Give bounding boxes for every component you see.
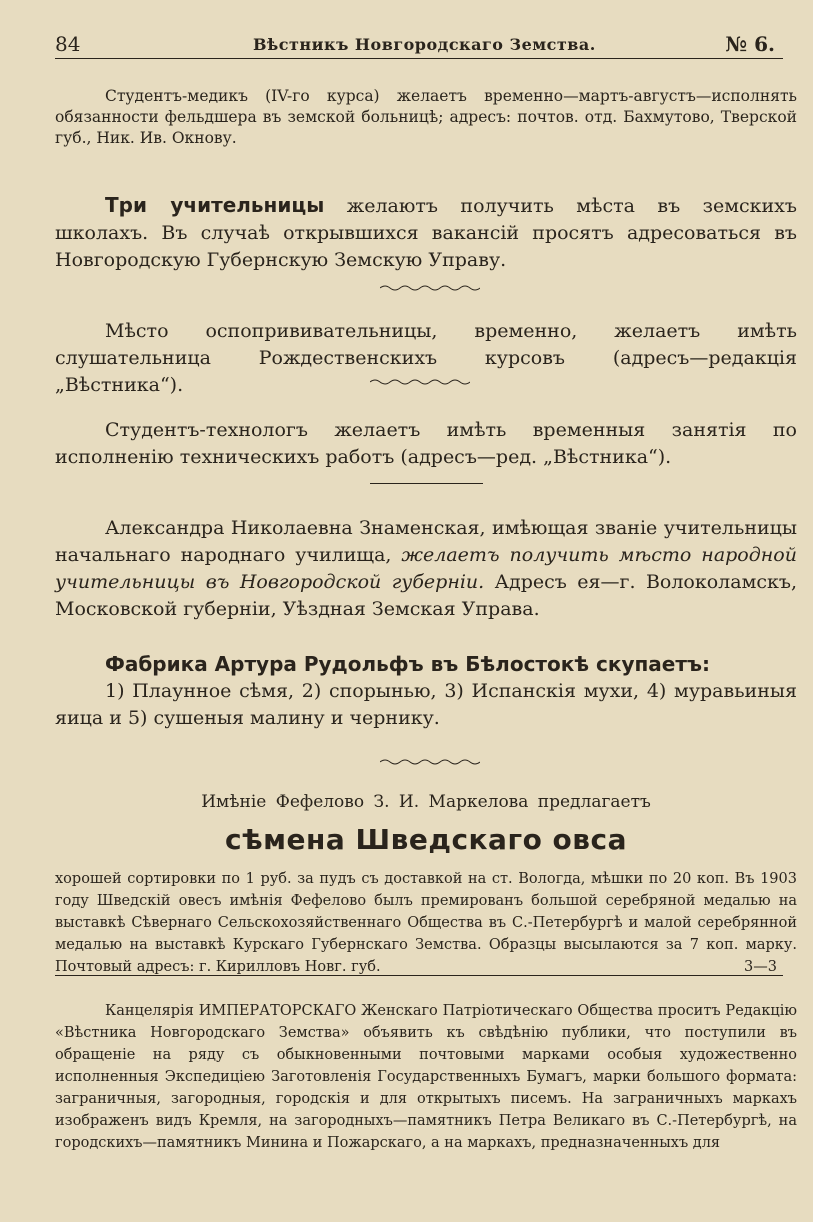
ad-rudolph-factory	[55, 650, 797, 732]
issue-number: № 6.	[725, 32, 775, 56]
page-number: 84	[55, 32, 81, 56]
ornamental-divider	[370, 378, 470, 388]
header-rule	[55, 58, 783, 59]
ad-fefelovo-text	[55, 868, 797, 978]
ad-znamenskaya-italic: желаетъ получить мѣсто народной учительницы въ Новгородской губерніи.	[55, 544, 797, 593]
ad-patriotic-text: Канцелярія ИМПЕРАТОРСКАГО Женскаго Патріотическаго Общества проситъ Редакцію «Вѣстника Новгородскаго Земства» объявить къ свѣдѣнію публики, что поступили въ обращеніе на ряду съ обыкновенными почтовыми марками особыя художественно исполненныя Экспедиціею Заготовленія Государственныхъ Бумагъ, марки большого формата: заграничныя, загородныя, городскія и для открытыхъ писемъ. На заграничныхъ маркахъ изображенъ видъ Кремля, на загородныхъ—памятникъ Петра Великаго въ С.-Петербургѣ, на городскихъ—памятникъ Минина и Пожарскаго, а на маркахъ, предназначенныхъ для	[55, 1003, 797, 1151]
ad-vaccinator-text: Мѣсто оспопрививательницы, временно, желаетъ имѣть слушательница Рождественскихъ курсовъ (адресъ—редакція „Вѣстника“).	[55, 320, 797, 396]
section-rule	[55, 975, 783, 976]
ad-znamenskaya	[55, 515, 797, 623]
ad-znamenskaya-text	[55, 515, 797, 623]
ad-teachers-body: желаютъ получить мѣста въ земскихъ школахъ. Въ случаѣ открывшихся вакансій просятъ адресоваться въ Новгородскую Губернскую Земскую Управу.	[55, 195, 797, 271]
ad-fefelovo-body: хорошей сортировки по 1 руб. за пудъ съ доставкой на ст. Вологда, мѣшки по 20 коп. Въ 1903 году Шведскій овесъ имѣнія Фефелово былъ премированъ большой серебряной медалью на выставкѣ Сѣвернаго Сельскохозяйственнаго Общества въ С.-Петербургѣ и малой серебрянной медалью на выставкѣ Курскаго Губернскаго Земства. Образцы высылаются за 7 коп. марку. Почтовый адресъ: г. Кирилловъ Новг. губ.	[55, 871, 797, 975]
ornamental-divider	[380, 758, 480, 768]
ad-patriotic-society	[55, 1000, 797, 1154]
short-rule	[370, 483, 483, 484]
ad-teachers	[55, 192, 797, 274]
ad-fefelovo-headline: сѣмена Шведскаго овса	[224, 823, 628, 856]
ad-student-medic	[55, 86, 797, 149]
ad-technologist	[55, 417, 797, 471]
ad-teachers-lead: Три учительницы	[105, 193, 325, 217]
ad-technologist-text: Студентъ-технологъ желаетъ имѣть временныя занятія по исполненію техническихъ работъ (адресъ—ред. „Вѣстника“).	[55, 419, 797, 468]
page-header	[55, 30, 783, 60]
ad-rudolph-text: 1) Плаунное сѣмя, 2) спорынью, 3) Испанскія мухи, 4) муравьиныя яица и 5) сушеныя малину и чернику.	[55, 680, 797, 729]
ornamental-divider	[380, 284, 480, 294]
ad-fefelovo-oats	[55, 790, 797, 978]
ad-fefelovo-intro: Имѣніе Фефелово З. И. Маркелова предлагаетъ	[201, 792, 651, 812]
ad-teachers-text	[55, 192, 797, 274]
ad-znamenskaya-part2: Адресъ ея—г. Волоколамскъ, Московской губерніи, Уѣздная Земская Управа.	[55, 571, 797, 620]
ad-rudolph-title: Фабрика Артура Рудольфъ въ Бѣлостокѣ скупаетъ:	[105, 652, 710, 676]
journal-title: Вѣстникъ Новгородскаго Земства.	[253, 35, 596, 54]
ad-znamenskaya-part1: Александра Николаевна Знаменская, имѣющая званіе учительницы начальнаго народнаго училища,	[55, 517, 797, 566]
ad-fefelovo-counter: 3—3	[744, 959, 777, 975]
ad-student-medic-text: Студентъ-медикъ (IV-го курса) желаетъ временно—мартъ-августъ—исполнять обязанности фельдшера въ земской больницѣ; адресъ: почтов. отд. Бахмутово, Тверской губ., Ник. Ив. Окнову.	[55, 87, 797, 147]
